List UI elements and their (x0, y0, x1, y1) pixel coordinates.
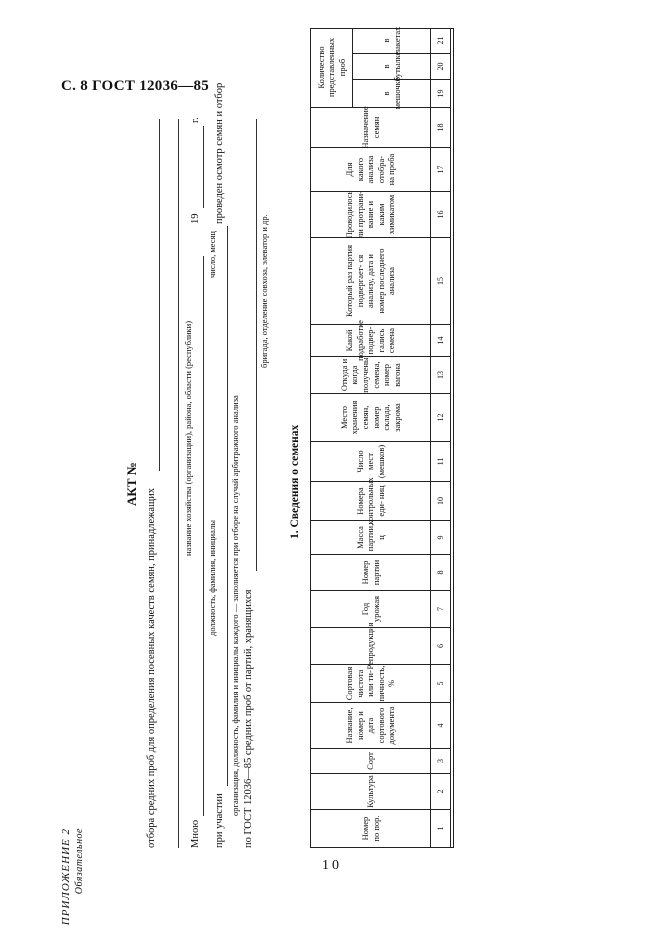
participation-rule (227, 226, 228, 786)
table-double-rule (450, 28, 451, 848)
col-header-5: Сортовая чистота или ти- пичность, % (310, 665, 430, 703)
col-header-18: Назначение семян (310, 108, 430, 148)
act-line-4: по ГОСТ 12036—85 средних проб от партий, хранящихся (243, 589, 254, 848)
col-num-10: 10 (430, 482, 450, 521)
col-num-6: 6 (430, 628, 450, 665)
line-1b-rule (178, 119, 179, 848)
year-suffix: г. (190, 117, 201, 123)
seed-info-table (310, 28, 454, 848)
hint-position: должность, фамилия, инициалы (207, 520, 217, 636)
act-title: АКТ № (124, 462, 139, 506)
inspection-text: проведен осмотр семян и отбор (214, 82, 225, 224)
col-num-16: 16 (430, 192, 450, 238)
hint-participants: организация, должность, фамилия и инициалы каждого — заполняется при отборе на случай арбитражного анализа (230, 395, 240, 816)
col-num-4: 4 (430, 703, 450, 749)
col-num-13: 13 (430, 357, 450, 394)
line-4-rule (256, 119, 257, 571)
hint-storage: бригада, отделение совхоза, элеватор и др. (259, 214, 269, 368)
col-num-3: 3 (430, 749, 450, 774)
hint-date: число, месяц (207, 231, 217, 278)
page-header: С. 8 ГОСТ 12036—85 (61, 78, 210, 94)
line-1-rule (159, 119, 160, 471)
col-num-2: 2 (430, 774, 450, 810)
col-header-13: Откуда и когда получены семена, номер вагона (310, 357, 430, 394)
col-header-16: Проводилось ли протрави- вание и каким химикатом (310, 192, 430, 238)
col-num-14: 14 (430, 325, 450, 357)
appendix-status: Обязательное (74, 828, 85, 895)
col-num-1: 1 (430, 810, 450, 848)
year-prefix: 19 (190, 213, 201, 224)
col-header-6: Репродукция (310, 628, 430, 665)
col-num-9: 9 (430, 521, 450, 555)
col-num-21: 21 (430, 28, 450, 54)
col-num-18: 18 (430, 108, 450, 148)
hint-organization: название хозяйства (организации), района, области (республики) (183, 320, 193, 556)
col-header-15: Который раз партия подвергает- ся анализу, дата и номер последнего анализа (310, 238, 430, 325)
mnoyu-label: Мною (190, 819, 201, 848)
col-header-11: Число мест (мешков) (310, 442, 430, 482)
col-header-10: Номера контрольных еди- ниц (310, 482, 430, 521)
col-num-5: 5 (430, 665, 450, 703)
col-header-19: в мешочке (352, 80, 430, 108)
col-header-8: Номер партии (310, 555, 430, 591)
col-header-7: Год урожая (310, 591, 430, 628)
participation-label: при участии (214, 793, 225, 848)
page-number: 10 (322, 858, 342, 873)
col-header-21: в пакетах (352, 28, 430, 54)
mnoyu-rule (203, 256, 204, 816)
col-num-17: 17 (430, 148, 450, 192)
act-line-1: отбора средних проб для определения посевных качеств семян, принадлежащих (146, 487, 157, 848)
col-num-20: 20 (430, 54, 450, 80)
col-header-3: Сорт (310, 749, 430, 774)
col-header-2: Культура (310, 774, 430, 810)
col-header-14: Какой подработке подвер- гались семена (310, 325, 430, 357)
col-header-12: Место хранения семян, номер склада, закрома (310, 394, 430, 442)
col-header-1: Номер по пор. (310, 810, 430, 848)
col-num-19: 19 (430, 80, 450, 108)
col-header-4: Название, номер и дата сортового документа (310, 703, 430, 749)
col-num-8: 8 (430, 555, 450, 591)
col-num-7: 7 (430, 591, 450, 628)
col-header-20: в бутылке (352, 54, 430, 80)
section-title: 1. Сведения о семенах (289, 424, 301, 539)
year-rule (203, 126, 204, 208)
col-header-17: Для какого анализа отобра- на проба (310, 148, 430, 192)
group-header-samples: Количество представленных проб (310, 28, 352, 108)
col-header-9: Масса партии, ц (310, 521, 430, 555)
col-num-15: 15 (430, 238, 450, 325)
col-num-11: 11 (430, 442, 450, 482)
appendix-label: ПРИЛОЖЕНИЕ 2 (60, 828, 72, 926)
col-num-12: 12 (430, 394, 450, 442)
